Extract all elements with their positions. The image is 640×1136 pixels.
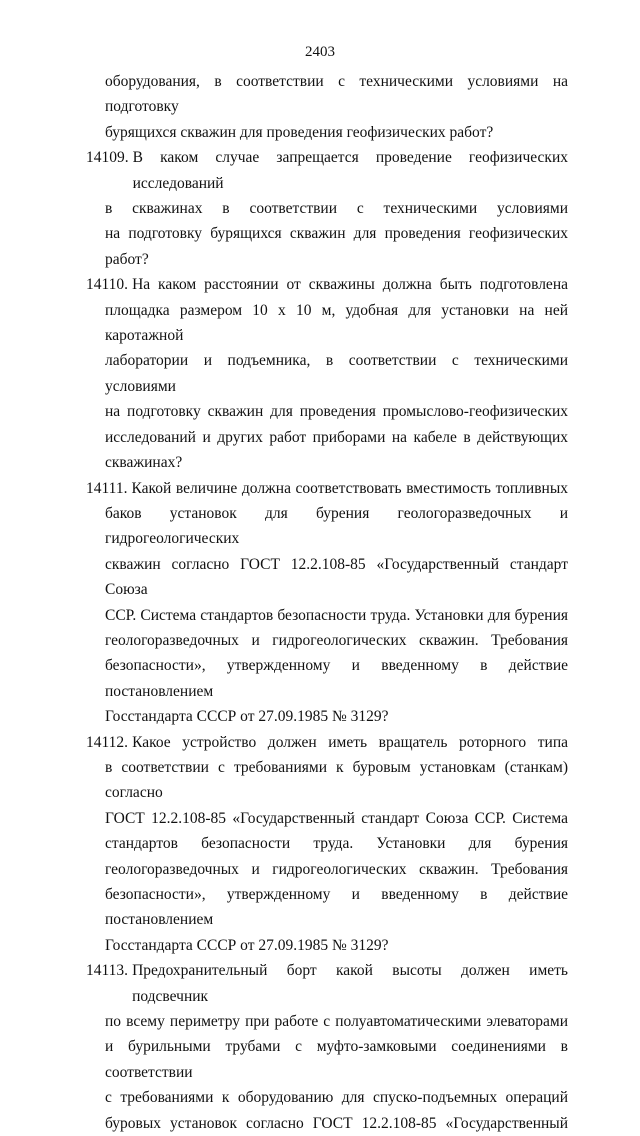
question-item [86, 272, 568, 475]
text-line: Какое устройство должен иметь вращатель роторного типа [132, 733, 568, 751]
continued-question [86, 69, 568, 145]
text-line: ГОСТ 12.2.108-85 «Государственный стандарт Союза ССР. Система [105, 809, 568, 827]
text-line: стандартов безопасности труда. Установки для бурения [105, 835, 568, 853]
text-line: по всему периметру при работе с полуавтоматическими элеваторами [105, 1013, 568, 1031]
question-list [86, 69, 568, 1136]
question-number: 14109. [86, 149, 129, 167]
question-number: 14112. [86, 733, 129, 751]
text-line: буровых установок согласно ГОСТ 12.2.108-85 «Государственный [105, 1114, 568, 1132]
text-line: На каком расстоянии от скважины должна быть подготовлена [132, 276, 568, 294]
text-line: баков установок для бурения геологоразведочных и гидрогеологических [105, 504, 568, 548]
text-line: скважинах? [105, 454, 183, 472]
text-line: площадка размером 10 х 10 м, удобная для установки на ней каротажной [105, 301, 568, 345]
question-number: 14113. [86, 962, 129, 980]
text-line: Госстандарта СССР от 27.09.1985 № 3129? [105, 936, 389, 954]
text-line: ССР. Система стандартов безопасности труда. Установки для бурения [105, 606, 568, 624]
text-line: с требованиями к оборудованию для спуско-подъемных операций [105, 1089, 568, 1107]
text-line: Предохранительный борт какой высоты должен иметь подсвечник [132, 962, 568, 1005]
text-line: оборудования, в соответствии с техническими условиями на подготовку [105, 73, 568, 116]
text-line: на подготовку скважин для проведения промыслово-геофизических [105, 403, 568, 421]
text-line: на подготовку бурящихся скважин для проведения геофизических работ? [105, 225, 568, 268]
text-line: Какой величине должна соответствовать вместимость топливных [131, 479, 568, 497]
text-line: бурящихся скважин для проведения геофизических работ? [105, 123, 494, 141]
question-item [86, 730, 568, 959]
text-line: в скважинах в соответствии с техническими условиями [105, 200, 568, 218]
question-number: 14111. [86, 479, 128, 497]
question-item [86, 958, 568, 1136]
text-line: исследований и других работ приборами на кабеле в действующих [105, 428, 568, 446]
text-line: геологоразведочных и гидрогеологических скважин. Требования [105, 860, 568, 878]
page-number: 2403 [305, 44, 335, 60]
text-line: безопасности», утвержденному и введенному в действие постановлением [105, 657, 568, 700]
text-line: в соответствии с требованиями к буровым установкам (станкам) согласно [105, 758, 568, 802]
question-item [86, 476, 568, 730]
text-line: геологоразведочных и гидрогеологических скважин. Требования [105, 631, 568, 649]
text-line: и бурильными трубами с муфто-замковыми соединениями в соответствии [105, 1038, 568, 1081]
text-line: безопасности», утвержденному и введенному в действие постановлением [105, 886, 568, 929]
question-number: 14110. [86, 276, 129, 294]
text-line: лаборатории и подъемника, в соответствии с техническими условиями [105, 352, 568, 395]
text-line: В каком случае запрещается проведение геофизических исследований [132, 149, 568, 192]
text-line: скважин согласно ГОСТ 12.2.108-85 «Государственный стандарт Союза [105, 555, 568, 599]
text-line: Госстандарта СССР от 27.09.1985 № 3129? [105, 708, 389, 726]
question-item [86, 145, 568, 272]
